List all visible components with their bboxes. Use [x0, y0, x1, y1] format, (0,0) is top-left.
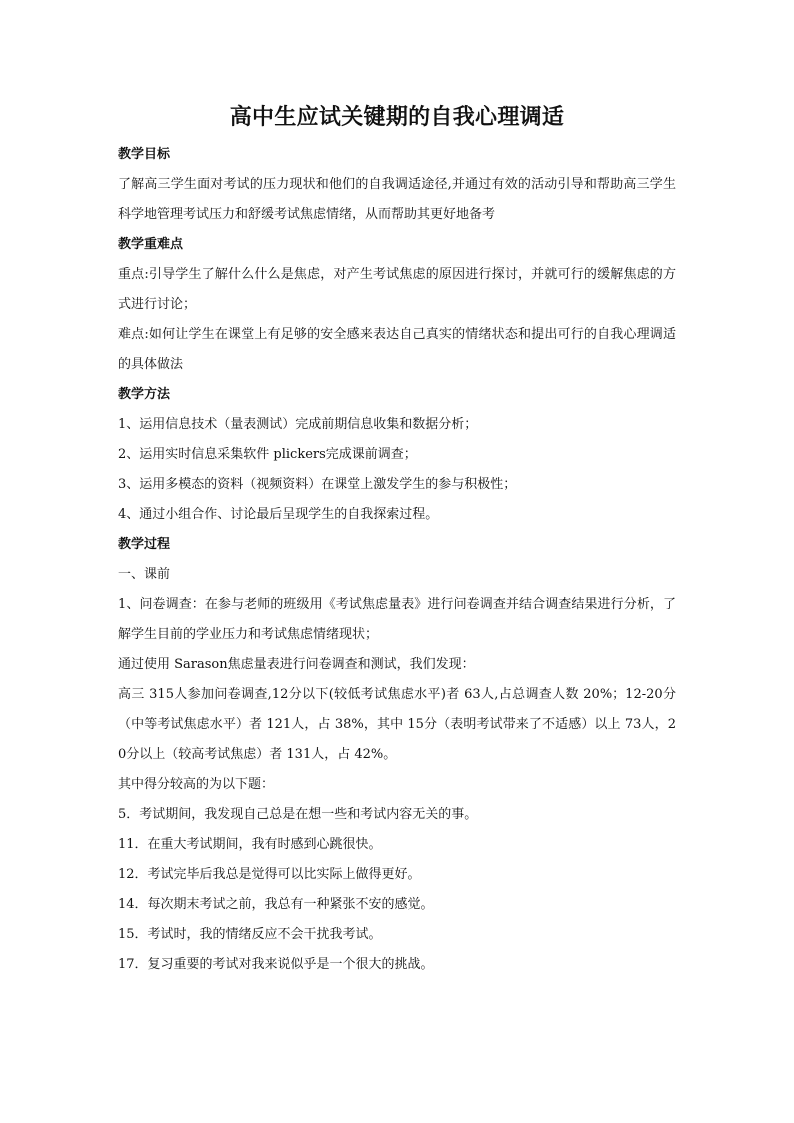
survey-item: 12．考试完毕后我总是觉得可以比实际上做得更好。 — [118, 867, 421, 882]
survey-item: 11．在重大考试期间，我有时感到心跳很快。 — [118, 837, 382, 852]
survey-item: 14．每次期末考试之前，我总有一种紧张不安的感觉。 — [118, 897, 434, 912]
method-item: 2、运用实时信息采集软件 plickers完成课前调查； — [118, 447, 417, 462]
high-score-intro: 其中得分较高的为以下题： — [118, 777, 275, 792]
sarason-paragraph: 通过使用 Sarason焦虑量表进行问卷调查和测试，我们发现： — [118, 657, 475, 672]
survey-item: 17．复习重要的考试对我来说似乎是一个很大的挑战。 — [118, 957, 434, 972]
difficult-point-paragraph: 难点:如何让学生在课堂上有足够的安全感来表达自己真实的情绪状态和提出可行的自我心理调适的具体做法 — [118, 327, 676, 372]
result-paragraph: 高三 315人参加问卷调查,12分以下(较低考试焦虑水平)者 63人,占总调查人数 20%；12-20分（中等考试焦虑水平）者 121人，占 38%，其中 15分（表明考试带来了不适感）以上 73人，20分以上（较高考试焦虑）者 131人，占 42%。 — [118, 687, 676, 762]
survey-item: 15．考试时，我的情绪反应不会干扰我考试。 — [118, 927, 382, 942]
key-point-paragraph: 重点:引导学生了解什么什么是焦虑，对产生考试焦虑的原因进行探讨，并就可行的缓解焦虑的方式进行讨论； — [118, 267, 676, 312]
goal-paragraph: 了解高三学生面对考试的压力现状和他们的自我调适途径,并通过有效的活动引导和帮助高三学生科学地管理考试压力和舒缓考试焦虑情绪，从而帮助其更好地备考 — [118, 177, 676, 222]
page-title: 高中生应试关键期的自我心理调适 — [229, 105, 565, 130]
method-item: 4、通过小组合作、讨论最后呈现学生的自我探索过程。 — [118, 507, 439, 522]
survey-paragraph: 1、问卷调查：在参与老师的班级用《考试焦虑量表》进行问卷调查并结合调查结果进行分析，了解学生目前的学业压力和考试焦虑情绪现状； — [118, 597, 676, 642]
section-heading-process: 教学过程 — [118, 537, 171, 552]
process-subheading: 一、课前 — [118, 567, 171, 582]
section-heading-methods: 教学方法 — [118, 387, 171, 402]
method-item: 1、运用信息技术（量表测试）完成前期信息收集和数据分析； — [118, 417, 478, 432]
section-heading-goal: 教学目标 — [118, 147, 171, 162]
section-heading-key-points: 教学重难点 — [118, 237, 184, 252]
method-item: 3、运用多模态的资料（视频资料）在课堂上激发学生的参与积极性； — [118, 477, 517, 492]
survey-item: 5．考试期间，我发现自己总是在想一些和考试内容无关的事。 — [118, 807, 478, 822]
